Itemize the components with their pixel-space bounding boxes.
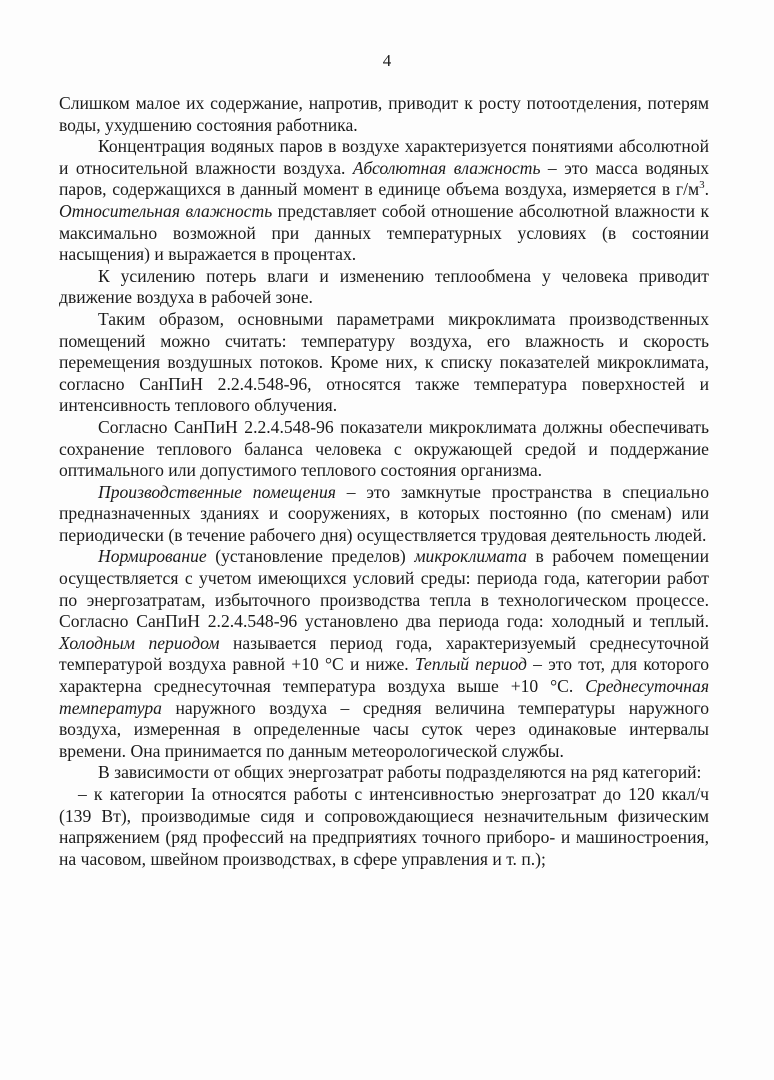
italic-term: Холодным периодом bbox=[59, 632, 220, 653]
italic-term: Производственные помещения bbox=[98, 481, 336, 502]
text-run: – это тот, для которого характерна среднесуточная температура воздуха выше +10 °С. bbox=[59, 654, 709, 697]
text-run: В зависимости от общих энергозатрат работы подразделяются на ряд категорий: bbox=[98, 762, 702, 783]
paragraph bbox=[59, 136, 709, 266]
text-run: наружного воздуха – средняя величина температуры наружного воздуха, измеренная в определенные часы суток через одинаковые интервалы времени. Она принимается по данным метеорологической службы. bbox=[59, 697, 709, 761]
paragraph bbox=[59, 482, 709, 547]
text-run: К усилению потерь влаги и изменению теплообмена у человека приводит движение воздуха в рабочей зоне. bbox=[59, 265, 709, 308]
italic-term: Теплый период bbox=[414, 654, 527, 675]
paragraph bbox=[59, 762, 709, 784]
paragraph bbox=[59, 784, 709, 870]
text-run: – это замкнутые пространства в специально предназначенных зданиях и сооружениях, в которых постоянно (по сменам) или периодически (в течение рабочего дня) осуществляется трудовая деятельность людей. bbox=[59, 481, 710, 545]
text-run: Слишком малое их содержание, напротив, приводит к росту потоотделения, потерям воды, ухудшению состояния работника. bbox=[59, 93, 709, 135]
text-run: представляет собой отношение абсолютной влажности к максимально возможной при данных температурных условиях (в состоянии насыщения) и выражается в процентах. bbox=[59, 200, 709, 265]
superscript: 3 bbox=[699, 179, 705, 192]
italic-term: Абсолютная влажность bbox=[352, 157, 541, 178]
italic-term: микроклимата bbox=[414, 546, 527, 567]
body-text bbox=[59, 93, 709, 870]
paragraph bbox=[59, 93, 709, 136]
italic-term: Среднесуточная температура bbox=[59, 676, 709, 718]
italic-term: Относительная влажность bbox=[59, 200, 273, 221]
text-run: – к категории Ia относятся работы с интенсивностью энергозатрат до 120 ккал/ч (139 Вт), производимые сидя и сопровождающиеся незначительным физическим напряжением (ряд профессий на предприятиях точного приборо- и машиностроения, на часовом, швейном производствах, в сфере управления и т. п.); bbox=[59, 784, 709, 869]
paragraph bbox=[59, 266, 709, 309]
text-run: в рабочем помещении осуществляется с учетом имеющихся условий среды: периода года, категории работ по энергозатратам, избыточного производства тепла в технологическом процессе. Согласно СанПиН 2.2.4.548-96 установлено два периода года: холодный и теплый. bbox=[59, 546, 709, 632]
text-run: Концентрация водяных паров в воздухе характеризуется понятиями абсолютной и относительной влажности воздуха. bbox=[59, 136, 709, 178]
text-run: Таким образом, основными параметрами микроклимата производственных помещений можно считать: температуру воздуха, его влажность и скорость перемещения воздушных потоков. Кроме них, к списку показателей микроклимата, согласно СанПиН 2.2.4.548-96, относятся также температура поверхностей и интенсивность теплового облучения. bbox=[59, 308, 709, 416]
text-run: . bbox=[704, 179, 709, 200]
italic-term: Нормирование bbox=[98, 546, 207, 567]
paragraph bbox=[59, 417, 709, 482]
text-run: (установление пределов) bbox=[206, 546, 415, 567]
paragraph bbox=[59, 309, 709, 417]
page-number: 4 bbox=[382, 51, 392, 70]
text-run: – это масса водяных паров, содержащихся в данный момент в единице объема воздуха, измеряется в г/м bbox=[59, 157, 709, 200]
text-run: Согласно СанПиН 2.2.4.548-96 показатели микроклимата должны обеспечивать сохранение теплового баланса человека с окружающей средой и поддержание оптимального или допустимого теплового состояния организма. bbox=[59, 416, 709, 481]
text-run: называется период года, характеризуемый среднесуточной температурой воздуха равной +10 °С и ниже. bbox=[59, 632, 709, 675]
paragraph bbox=[59, 546, 709, 762]
